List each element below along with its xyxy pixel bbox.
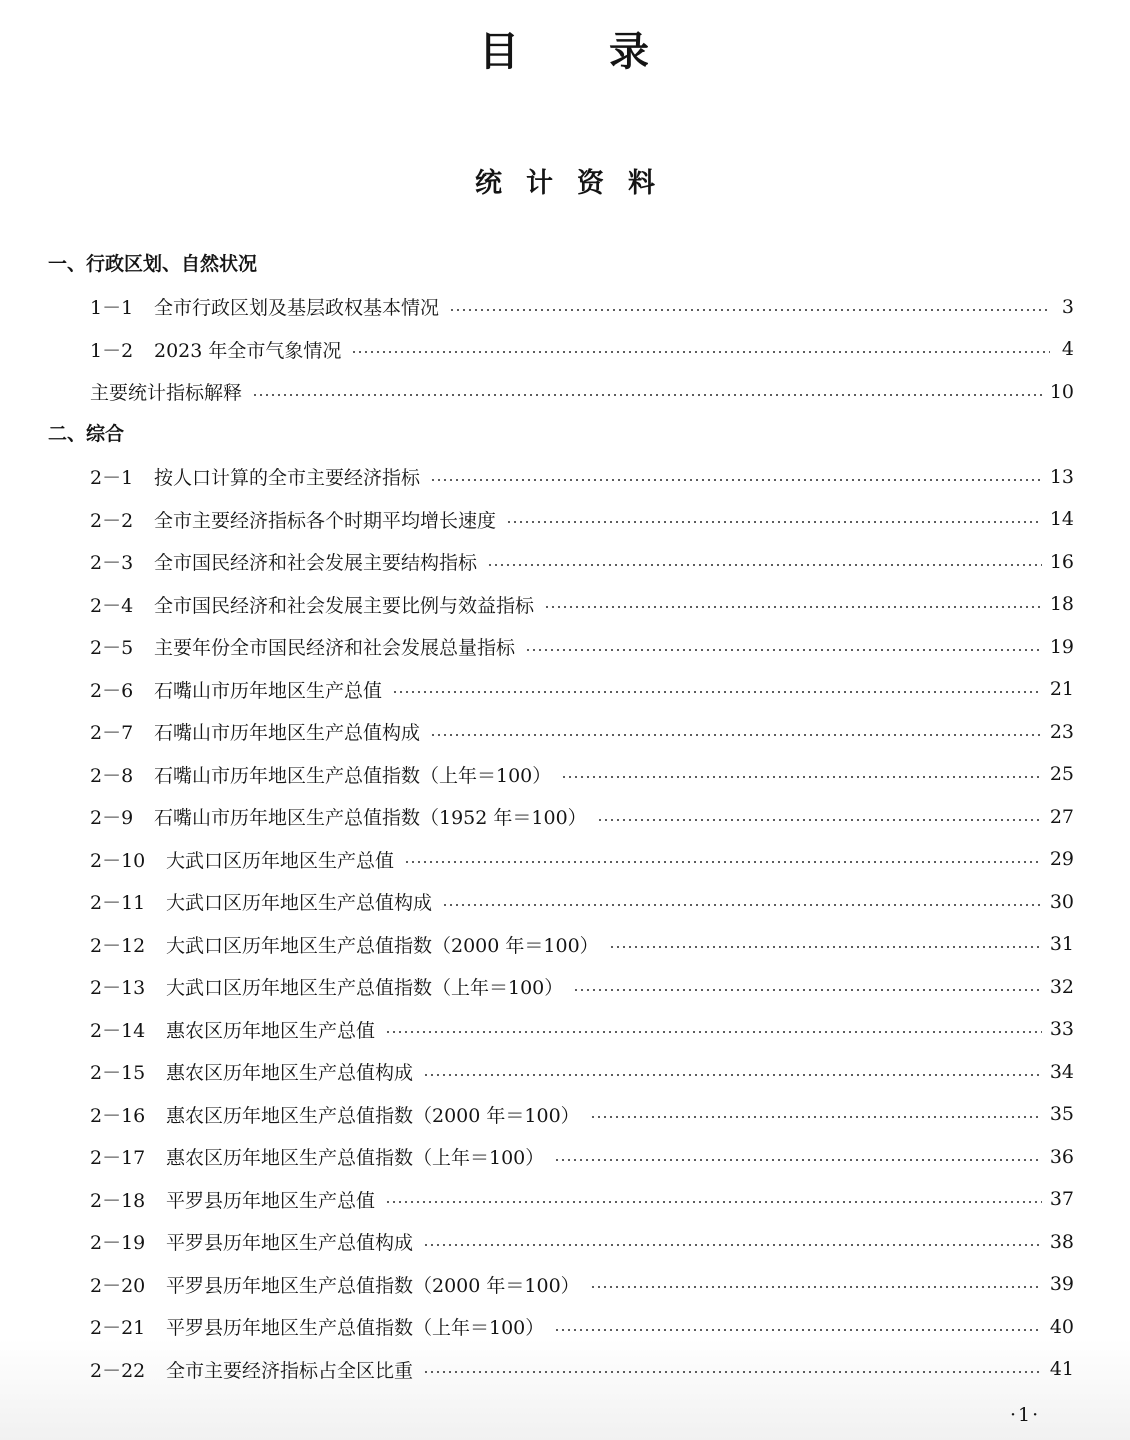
toc-entry-title: 全市国民经济和社会发展主要结构指标 (154, 552, 478, 575)
toc-entry-number: 2－15 (90, 1062, 146, 1085)
toc-entry-page: 38 (1049, 1230, 1074, 1253)
toc-entry-number: 2－16 (90, 1104, 146, 1127)
toc-entry[interactable] (48, 328, 1074, 371)
toc-entry-page: 29 (1049, 848, 1074, 871)
part-title-char: 资 (577, 168, 604, 199)
toc-entry[interactable] (48, 1051, 1074, 1094)
toc-entry-title: 石嘴山市历年地区生产总值指数（上年＝100） (154, 764, 552, 787)
section-heading: 一、行政区划、自然状况 (48, 253, 258, 275)
toc-entry-number: 2－9 (90, 807, 134, 830)
toc-entry-page: 16 (1049, 550, 1074, 573)
toc-entry-page: 34 (1049, 1060, 1074, 1083)
toc-entry-number: 2－18 (90, 1189, 146, 1212)
toc-entry-title: 平罗县历年地区生产总值构成 (166, 1232, 414, 1255)
dot-leader (430, 733, 1042, 737)
dot-leader (252, 393, 1042, 397)
toc-entry[interactable] (48, 1178, 1074, 1221)
toc-entry-number: 1－2 (90, 339, 134, 362)
dot-leader (573, 988, 1042, 992)
toc-entry-title: 大武口区历年地区生产总值指数（上年＝100） (166, 977, 564, 1000)
page-title-char: 录 (609, 29, 651, 75)
dot-leader (404, 860, 1042, 864)
part-title (0, 162, 1130, 206)
table-of-contents (48, 243, 1074, 1391)
dot-leader (544, 605, 1042, 609)
toc-entry[interactable] (48, 838, 1074, 881)
toc-entry-title: 石嘴山市历年地区生产总值 (154, 679, 383, 702)
toc-entry-page: 4 (1061, 338, 1074, 361)
dot-leader (385, 1030, 1042, 1034)
toc-entry-title: 全市主要经济指标各个时期平均增长速度 (154, 509, 497, 532)
toc-entry-number: 2－21 (90, 1317, 146, 1340)
toc-entry-number: 2－6 (90, 679, 134, 702)
part-title-char: 计 (526, 168, 553, 199)
page-number: ·1· (1010, 1404, 1041, 1426)
toc-entry-title: 主要年份全市国民经济和社会发展总量指标 (154, 637, 516, 660)
dot-leader (554, 1158, 1042, 1162)
toc-entry-number: 2－7 (90, 722, 134, 745)
toc-entry-title: 惠农区历年地区生产总值构成 (166, 1062, 414, 1085)
dot-leader (609, 945, 1042, 949)
toc-entry[interactable] (48, 923, 1074, 966)
toc-entry-title: 大武口区历年地区生产总值指数（2000 年＝100） (166, 934, 599, 957)
toc-entry-page: 35 (1049, 1103, 1074, 1126)
toc-entry-title: 全市主要经济指标占全区比重 (166, 1359, 414, 1382)
toc-entry-page: 25 (1049, 763, 1074, 786)
toc-entry-number: 2－12 (90, 934, 146, 957)
toc-entry-page: 23 (1049, 720, 1074, 743)
toc-entry-page: 19 (1049, 635, 1074, 658)
toc-entry-page: 18 (1049, 593, 1074, 616)
toc-entry[interactable] (48, 966, 1074, 1009)
toc-entry[interactable] (48, 286, 1074, 329)
toc-entry-page: 32 (1049, 975, 1074, 998)
toc-entry[interactable] (48, 796, 1074, 839)
toc-entry-title: 石嘴山市历年地区生产总值指数（1952 年＝100） (154, 807, 587, 830)
toc-entry-number: 2－17 (90, 1147, 146, 1170)
toc-entry-number: 2－20 (90, 1274, 146, 1297)
toc-entry-title: 主要统计指标解释 (90, 382, 243, 405)
toc-entry-number: 2－10 (90, 849, 146, 872)
toc-entry-page: 36 (1049, 1145, 1074, 1168)
section-heading: 二、综合 (48, 423, 125, 445)
toc-entry[interactable] (48, 1008, 1074, 1051)
dot-leader (525, 648, 1042, 652)
toc-entry-page: 13 (1049, 465, 1074, 488)
dot-leader (423, 1073, 1042, 1077)
toc-entry-page: 33 (1049, 1018, 1074, 1041)
toc-entry-page: 21 (1049, 678, 1074, 701)
toc-entry[interactable] (48, 626, 1074, 669)
toc-entry[interactable] (48, 456, 1074, 499)
toc-entry-title: 惠农区历年地区生产总值 (166, 1019, 376, 1042)
dot-leader (449, 308, 1050, 312)
dot-leader (442, 903, 1042, 907)
dot-leader (487, 563, 1042, 567)
dot-leader (430, 478, 1042, 482)
toc-entry-title: 大武口区历年地区生产总值 (166, 849, 395, 872)
toc-entry-page: 3 (1061, 295, 1074, 318)
toc-entry-title: 惠农区历年地区生产总值指数（2000 年＝100） (166, 1104, 580, 1127)
toc-entry[interactable] (48, 1221, 1074, 1264)
toc-entry[interactable] (48, 881, 1074, 924)
toc-entry-title: 按人口计算的全市主要经济指标 (154, 467, 421, 490)
toc-entry-number: 2－22 (90, 1359, 146, 1382)
dot-leader (597, 818, 1042, 822)
toc-entry-title: 平罗县历年地区生产总值指数（上年＝100） (166, 1317, 545, 1340)
toc-entry-number: 2－19 (90, 1232, 146, 1255)
toc-entry-number: 2－4 (90, 594, 134, 617)
toc-entry-page: 37 (1049, 1188, 1074, 1211)
dot-leader (554, 1328, 1042, 1332)
toc-entry-number: 2－2 (90, 509, 134, 532)
toc-entry[interactable] (48, 711, 1074, 754)
dot-leader (385, 1200, 1042, 1204)
part-title-char: 统 (475, 168, 502, 199)
dot-leader (561, 775, 1042, 779)
toc-entry[interactable] (48, 1093, 1074, 1136)
toc-entry-number: 2－11 (90, 892, 146, 915)
toc-entry[interactable] (48, 1136, 1074, 1179)
toc-entry-title: 平罗县历年地区生产总值指数（2000 年＝100） (166, 1274, 580, 1297)
toc-entry-title: 石嘴山市历年地区生产总值构成 (154, 722, 421, 745)
toc-entry-page: 10 (1049, 380, 1074, 403)
page-title (0, 22, 1130, 82)
toc-entry-page: 40 (1049, 1315, 1074, 1338)
toc-entry-title: 大武口区历年地区生产总值构成 (166, 892, 433, 915)
toc-entry-title: 2023 年全市气象情况 (154, 339, 342, 362)
toc-entry[interactable] (48, 1306, 1074, 1349)
toc-entry[interactable] (48, 1263, 1074, 1306)
toc-entry-page: 30 (1049, 890, 1074, 913)
toc-entry-title: 全市国民经济和社会发展主要比例与效益指标 (154, 594, 535, 617)
toc-entry[interactable] (48, 583, 1074, 626)
toc-entry-title: 惠农区历年地区生产总值指数（上年＝100） (166, 1147, 545, 1170)
toc-entry[interactable] (48, 371, 1074, 414)
toc-entry-number: 2－5 (90, 637, 134, 660)
toc-entry-number: 1－1 (90, 297, 134, 320)
toc-entry[interactable] (48, 1348, 1074, 1391)
toc-entry-number: 2－3 (90, 552, 134, 575)
toc-entry-title: 平罗县历年地区生产总值 (166, 1189, 376, 1212)
toc-entry-page: 39 (1049, 1273, 1074, 1296)
part-title-char: 料 (628, 168, 655, 199)
toc-entry-number: 2－1 (90, 467, 134, 490)
toc-entry-page: 14 (1049, 508, 1074, 531)
toc-entry-page: 41 (1049, 1358, 1074, 1381)
dot-leader (423, 1243, 1042, 1247)
toc-entry[interactable] (48, 541, 1074, 584)
toc-entry-number: 2－14 (90, 1019, 146, 1042)
dot-leader (590, 1285, 1042, 1289)
dot-leader (351, 350, 1050, 354)
toc-entry-page: 27 (1049, 805, 1074, 828)
dot-leader (506, 520, 1042, 524)
dot-leader (590, 1115, 1042, 1119)
toc-entry-number: 2－13 (90, 977, 146, 1000)
dot-leader (392, 690, 1042, 694)
toc-entry-page: 31 (1049, 933, 1074, 956)
toc-entry[interactable] (48, 668, 1074, 711)
toc-entry[interactable] (48, 498, 1074, 541)
dot-leader (423, 1370, 1042, 1374)
toc-entry-title: 全市行政区划及基层政权基本情况 (154, 297, 440, 320)
toc-entry-number: 2－8 (90, 764, 134, 787)
toc-entry[interactable] (48, 753, 1074, 796)
page-title-char: 目 (479, 29, 521, 75)
